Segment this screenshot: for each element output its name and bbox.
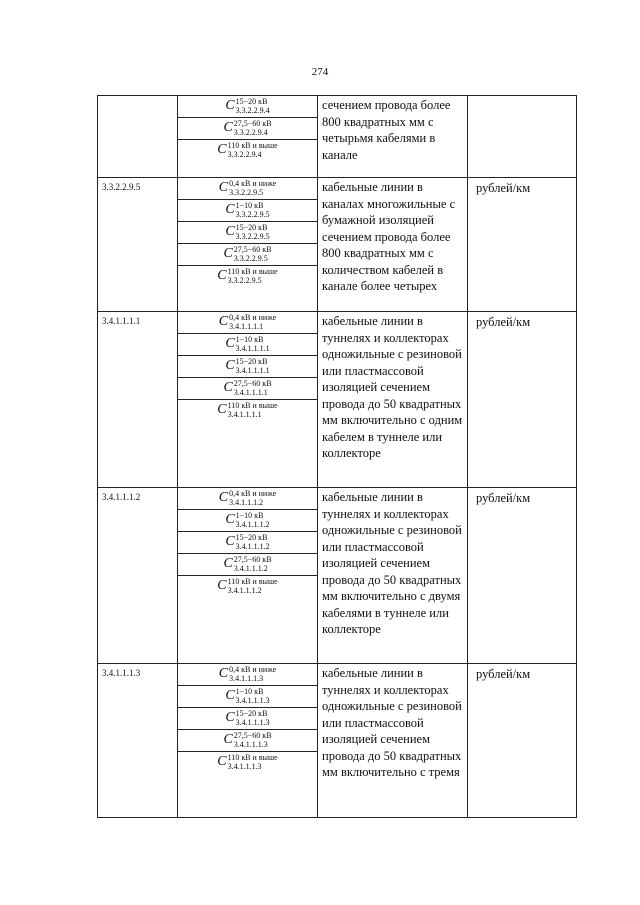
symbols-cell — [178, 488, 318, 664]
cost-symbol-letter: C — [223, 380, 233, 395]
cost-symbol-indices — [229, 179, 276, 197]
symbol-code: 3.3.2.2.9.4 — [233, 128, 268, 137]
cost-symbol — [178, 312, 317, 333]
symbol-code: 3.3.2.2.9.5 — [235, 232, 270, 241]
cost-symbol-letter: C — [223, 556, 233, 571]
cost-symbol-letter: C — [225, 688, 235, 703]
cost-symbol-letter: C — [217, 754, 227, 769]
cost-symbol-indices — [236, 709, 270, 727]
symbols-list — [178, 312, 317, 421]
cost-symbol — [178, 707, 317, 729]
symbol-code: 3.4.1.1.1.3 — [233, 740, 268, 749]
voltage-class: 1−10 кВ — [235, 335, 264, 344]
cost-symbol-letter: C — [225, 98, 235, 113]
tariff-table — [97, 95, 577, 818]
cost-symbol-indices — [236, 201, 270, 219]
symbol-code: 3.4.1.1.1.1 — [233, 388, 268, 397]
cost-symbol-letter: C — [225, 534, 235, 549]
voltage-class: 15−20 кВ — [235, 97, 268, 106]
cost-symbol-indices — [236, 687, 270, 705]
row-code-cell — [98, 96, 178, 178]
symbols-cell — [178, 312, 318, 488]
row-code — [98, 96, 177, 100]
table-row — [98, 178, 577, 312]
cost-symbol-letter: C — [218, 180, 229, 195]
table-row — [98, 488, 577, 664]
table-row — [98, 96, 577, 178]
cost-symbol — [178, 729, 317, 751]
symbol-code: 3.4.1.1.1.1 — [227, 410, 262, 419]
symbol-code: 3.4.1.1.1.2 — [229, 498, 264, 507]
symbols-list — [178, 488, 317, 597]
symbol-code: 3.3.2.2.9.5 — [227, 276, 262, 285]
cost-symbol — [178, 553, 317, 575]
symbol-code: 3.3.2.2.9.4 — [235, 106, 270, 115]
symbols-cell — [178, 96, 318, 178]
voltage-class: 27,5−60 кВ — [233, 555, 272, 564]
voltage-class: 0,4 кВ и ниже — [229, 489, 277, 498]
cost-symbol-letter: C — [225, 202, 235, 217]
voltage-class: 27,5−60 кВ — [233, 245, 272, 254]
cost-symbol-letter: C — [225, 358, 235, 373]
voltage-class: 110 кВ и выше — [227, 267, 278, 276]
description-cell — [318, 664, 468, 818]
voltage-class: 1−10 кВ — [235, 687, 264, 696]
cost-symbol — [178, 243, 317, 265]
cost-symbol-letter: C — [217, 402, 227, 417]
row-code-cell — [98, 488, 178, 664]
symbol-code: 3.4.1.1.1.2 — [227, 586, 262, 595]
cost-symbol-letter: C — [217, 142, 227, 157]
symbols-list — [178, 178, 317, 287]
cost-symbol-letter: C — [225, 336, 235, 351]
symbol-code: 3.4.1.1.1.3 — [227, 762, 262, 771]
cost-symbol-indices — [228, 141, 278, 159]
row-code: 3.4.1.1.1.3 — [102, 668, 141, 678]
cost-symbol-indices — [234, 379, 272, 397]
cost-symbol — [178, 355, 317, 377]
cost-symbol-letter: C — [225, 224, 235, 239]
symbols-list — [178, 96, 317, 161]
description-cell — [318, 312, 468, 488]
symbol-code: 3.4.1.1.1.2 — [235, 542, 270, 551]
row-code: 3.4.1.1.1.2 — [102, 492, 141, 502]
cost-symbol-indices — [228, 577, 278, 595]
unit-cell — [468, 312, 577, 488]
cost-symbol-letter: C — [223, 120, 233, 135]
voltage-class: 1−10 кВ — [235, 201, 264, 210]
row-unit: рублей/км — [476, 491, 531, 505]
voltage-class: 15−20 кВ — [235, 357, 268, 366]
table-row — [98, 312, 577, 488]
row-unit: рублей/км — [476, 315, 531, 329]
cost-symbol-indices — [236, 533, 270, 551]
unit-cell — [468, 178, 577, 312]
cost-symbol — [178, 509, 317, 531]
row-code-cell — [98, 312, 178, 488]
row-description: кабельные линии в туннелях и коллекторах одножильные с резиновой или пластмассовой изоляцией сечением провода до 50 квадратных мм включительно с одним кабелем в туннеле или коллекторе — [322, 314, 463, 460]
voltage-class: 15−20 кВ — [235, 223, 268, 232]
symbols-cell — [178, 664, 318, 818]
row-code: 3.4.1.1.1.1 — [102, 316, 141, 326]
cost-symbol-indices — [234, 119, 272, 137]
description-cell — [318, 96, 468, 178]
cost-symbol — [178, 531, 317, 553]
description-cell — [318, 178, 468, 312]
cost-symbol-letter: C — [217, 578, 227, 593]
symbol-code: 3.3.2.2.9.5 — [235, 210, 270, 219]
row-unit: рублей/км — [476, 667, 531, 681]
symbol-code: 3.4.1.1.1.2 — [235, 520, 270, 529]
symbols-list — [178, 664, 317, 773]
cost-symbol-indices — [236, 511, 270, 529]
cost-symbol-letter: C — [218, 490, 229, 505]
cost-symbol — [178, 139, 317, 161]
voltage-class: 110 кВ и выше — [227, 141, 278, 150]
cost-symbol-indices — [236, 97, 270, 115]
row-description: кабельные линии в туннелях и коллекторах одножильные с резиновой или пластмассовой изоляцией сечением провода до 50 квадратных мм включительно с двумя кабелями в туннеле или коллекторе — [322, 490, 462, 636]
symbol-code: 3.4.1.1.1.3 — [229, 674, 264, 683]
voltage-class: 0,4 кВ и ниже — [229, 313, 277, 322]
cost-symbol — [178, 751, 317, 773]
cost-symbol — [178, 333, 317, 355]
cost-symbol-letter: C — [217, 268, 227, 283]
description-cell — [318, 488, 468, 664]
row-description: сечением провода более 800 квадратных мм с четырьмя кабелями в канале — [322, 98, 451, 162]
cost-symbol-indices — [228, 267, 278, 285]
cost-symbol-letter: C — [218, 666, 229, 681]
symbol-code: 3.4.1.1.1.3 — [235, 696, 270, 705]
row-unit — [468, 96, 576, 99]
symbol-code: 3.4.1.1.1.3 — [235, 718, 270, 727]
cost-symbol — [178, 488, 317, 509]
row-code-cell — [98, 178, 178, 312]
cost-symbol-indices — [236, 357, 270, 375]
cost-symbol — [178, 221, 317, 243]
symbol-code: 3.3.2.2.9.4 — [227, 150, 262, 159]
row-description: кабельные линии в туннелях и коллекторах одножильные с резиновой или пластмассовой изоляцией сечением провода до 50 квадратных мм включительно с тремя — [322, 666, 462, 779]
cost-symbol — [178, 178, 317, 199]
symbol-code: 3.4.1.1.1.2 — [233, 564, 268, 573]
cost-symbol-letter: C — [223, 732, 233, 747]
voltage-class: 27,5−60 кВ — [233, 379, 272, 388]
cost-symbol-letter: C — [225, 512, 235, 527]
row-code: 3.3.2.2.9.5 — [102, 182, 141, 192]
cost-symbol — [178, 664, 317, 685]
voltage-class: 27,5−60 кВ — [233, 731, 272, 740]
cost-symbol — [178, 377, 317, 399]
cost-symbol-letter: C — [225, 710, 235, 725]
cost-symbol — [178, 117, 317, 139]
cost-symbol-indices — [229, 665, 276, 683]
unit-cell — [468, 96, 577, 178]
cost-symbol-letter: C — [218, 314, 229, 329]
voltage-class: 110 кВ и выше — [227, 401, 278, 410]
cost-symbol — [178, 399, 317, 421]
cost-symbol — [178, 265, 317, 287]
symbol-code: 3.3.2.2.9.5 — [229, 188, 264, 197]
row-code-cell — [98, 664, 178, 818]
cost-symbol-indices — [228, 401, 278, 419]
voltage-class: 0,4 кВ и ниже — [229, 179, 277, 188]
voltage-class: 0,4 кВ и ниже — [229, 665, 277, 674]
cost-symbol-letter: C — [223, 246, 233, 261]
cost-symbol-indices — [234, 555, 272, 573]
voltage-class: 1−10 кВ — [235, 511, 264, 520]
symbol-code: 3.3.2.2.9.5 — [233, 254, 268, 263]
symbols-cell — [178, 178, 318, 312]
symbol-code: 3.4.1.1.1.1 — [235, 366, 270, 375]
row-unit: рублей/км — [476, 181, 531, 195]
tariff-table-body — [98, 96, 577, 818]
symbol-code: 3.4.1.1.1.1 — [235, 344, 270, 353]
voltage-class: 15−20 кВ — [235, 533, 268, 542]
cost-symbol — [178, 575, 317, 597]
page-number: 274 — [311, 66, 329, 78]
cost-symbol-indices — [229, 489, 276, 507]
cost-symbol-indices — [234, 245, 272, 263]
cost-symbol-indices — [234, 731, 272, 749]
voltage-class: 27,5−60 кВ — [233, 119, 272, 128]
cost-symbol-indices — [229, 313, 276, 331]
voltage-class: 110 кВ и выше — [227, 753, 278, 762]
table-row — [98, 664, 577, 818]
cost-symbol — [178, 685, 317, 707]
voltage-class: 110 кВ и выше — [227, 577, 278, 586]
cost-symbol — [178, 199, 317, 221]
cost-symbol-indices — [228, 753, 278, 771]
symbol-code: 3.4.1.1.1.1 — [229, 322, 264, 331]
cost-symbol-indices — [236, 223, 270, 241]
unit-cell — [468, 664, 577, 818]
row-description: кабельные линии в каналах многожильные с бумажной изоляцией сечением провода более 800 квадратных мм с количеством кабелей в канале более четырех — [322, 180, 456, 293]
cost-symbol — [178, 96, 317, 117]
cost-symbol-indices — [236, 335, 270, 353]
unit-cell — [468, 488, 577, 664]
voltage-class: 15−20 кВ — [235, 709, 268, 718]
